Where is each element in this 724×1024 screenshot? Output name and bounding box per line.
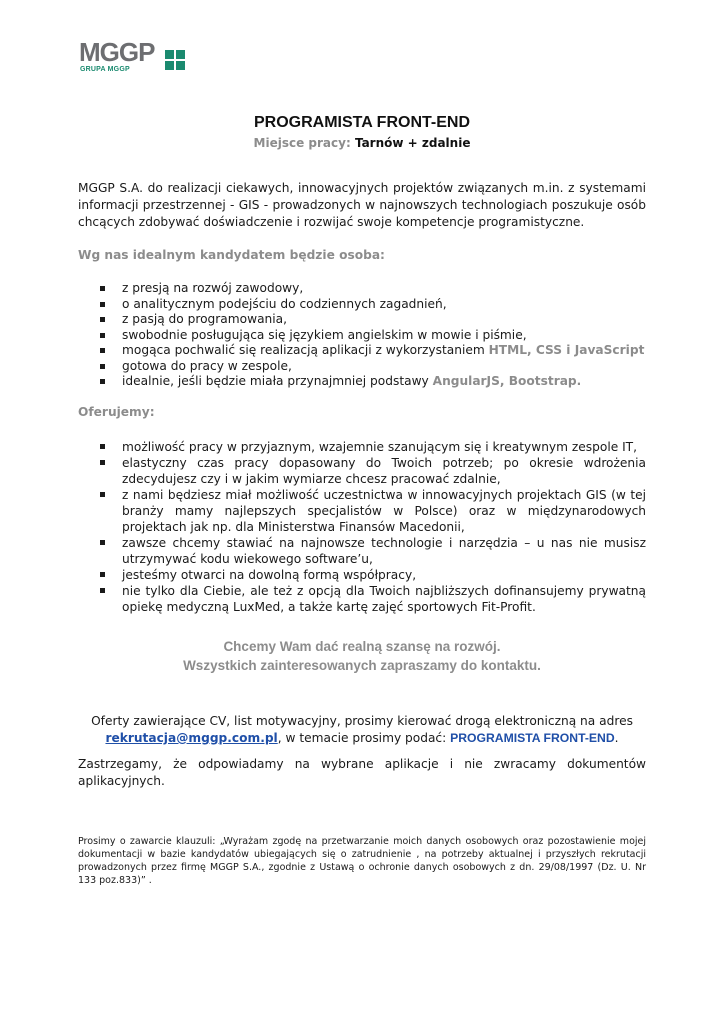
contact-text: Oferty zawierające CV, list motywacyjny, prosimy kierować drogą elektroniczną na adres (91, 714, 633, 728)
closing-line-1: Chcemy Wam dać realną szansę na rozwój. (223, 639, 501, 654)
list-item: o analitycznym podejściu do codziennych zagadnień, (78, 297, 646, 313)
gdpr-clause: Prosimy o zawarcie klauzuli: „Wyrażam zgodę na przetwarzanie moich danych osobowych oraz pozostawienie mojej dokumentacji w bazie kandydatów ubiegających się o zatrudnienie , na potrzeby aktualnej i przyszłych rekrutacji prowadzonych przez firmę MGGP S.A., zgodnie z Ustawą o ochronie danych osobowych z dn. 29/08/1997 (Dz. U. Nr 133 poz.833)” . (78, 836, 646, 886)
list-item: z nami będziesz miał możliwość uczestnictwa w innowacyjnych projektach GIS (w tej branży mamy najlepszych specjalistów w Polsce) oraz w międzynarodowych projektach jak np. dla Ministerstwa Finansów Macedonii, (78, 487, 646, 535)
list-item: nie tylko dla Ciebie, ale też z opcją dla Twoich najbliższych dofinansujemy prywatną opiekę medyczną LuxMed, a także kartę zajęć sportowych Fit-Profit. (78, 583, 646, 615)
list-item: elastyczny czas pracy dopasowany do Twoich potrzeb; po okresie wdrożenia zdecydujesz czy i w jakim wymiarze chcesz pracować zdalnie, (78, 455, 646, 487)
intro-paragraph: MGGP S.A. do realizacji ciekawych, innowacyjnych projektów związanych m.in. z systemami informacji przestrzennej - GIS - prowadzonych w najnowszych technologiach poszukuje osób chcących zdobywać doświadczenie i rozwijać swoje kompetencje programistyczne. (78, 181, 646, 229)
list-item: jesteśmy otwarci na dowolną formą współpracy, (78, 567, 646, 583)
closing-line-2: Wszystkich zainteresowanych zapraszamy do kontaktu. (183, 658, 541, 673)
contact-end: . (614, 731, 619, 745)
list-item: mogąca pochwalić się realizacją aplikacji z wykorzystaniem HTML, CSS i JavaScript (78, 343, 646, 359)
logo-group-label: GRUPA MGGP (80, 66, 130, 73)
tech-highlight: HTML, CSS i JavaScript (488, 343, 645, 357)
subject-text: PROGRAMISTA FRONT-END (450, 731, 615, 745)
list-item: idealnie, jeśli będzie miała przynajmniej podstawy AngularJS, Bootstrap. (78, 374, 646, 390)
contact-mid: , w temacie prosimy podać: (277, 731, 451, 745)
email-link[interactable]: rekrutacja@mggp.com.pl (105, 731, 278, 745)
list-item: swobodnie posługująca się językiem angielskim w mowie i piśmie, (78, 328, 646, 344)
logo-wordmark: MGGP (79, 37, 155, 67)
location-label: Miejsce pracy: (253, 136, 351, 150)
list-item: możliwość pracy w przyjaznym, wzajemnie szanującym się i kreatywnym zespole IT, (78, 439, 646, 455)
job-location (0, 136, 724, 150)
notice-paragraph: Zastrzegamy, że odpowiadamy na wybrane aplikacje i nie zwracamy dokumentów aplikacyjnych. (78, 757, 646, 788)
list-item: zawsze chcemy stawiać na najnowsze technologie i narzędzia – u nas nie musisz utrzymywać kodu wiekowego software’u, (78, 535, 646, 567)
company-logo (79, 38, 189, 78)
list-item: gotowa do pracy w zespole, (78, 359, 646, 375)
contact-paragraph (78, 713, 646, 747)
offer-list (78, 439, 646, 615)
offer-heading: Oferujemy: (78, 405, 155, 419)
list-item: z pasją do programowania, (78, 312, 646, 328)
list-item: z presją na rozwój zawodowy, (78, 281, 646, 297)
logo-squares-icon (165, 50, 186, 72)
candidate-list (78, 281, 646, 390)
candidate-heading: Wg nas idealnym kandydatem będzie osoba: (78, 248, 385, 262)
tech-highlight: AngularJS, Bootstrap. (432, 374, 582, 388)
page-title: PROGRAMISTA FRONT-END (254, 114, 470, 131)
location-value: Tarnów + zdalnie (354, 136, 471, 150)
